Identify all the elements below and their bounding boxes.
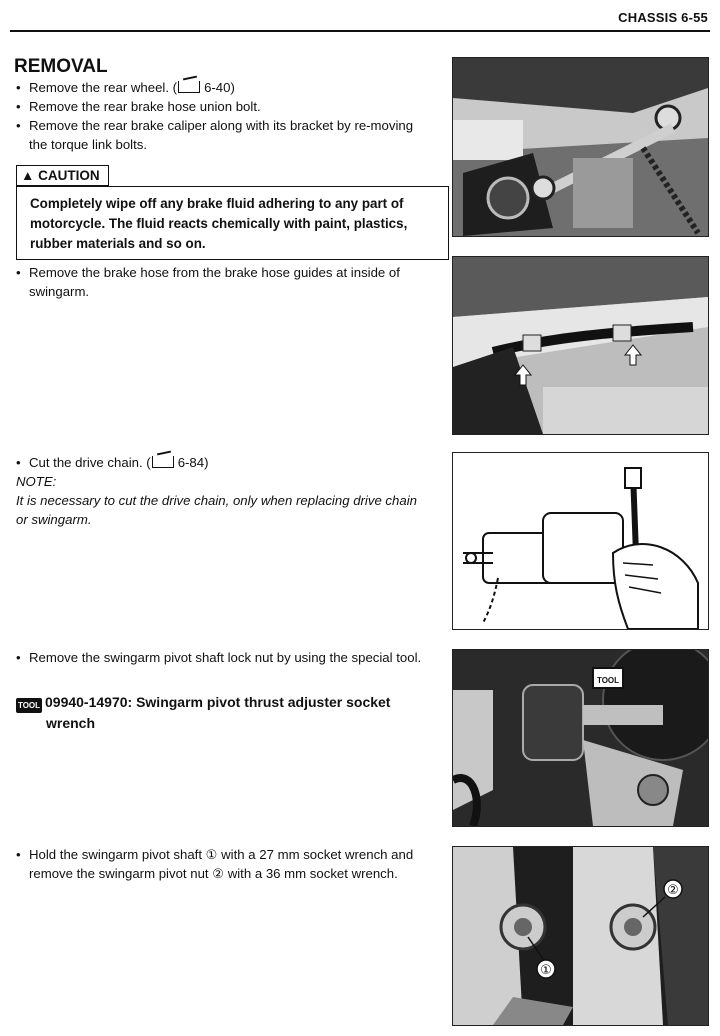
hose-photo-illustration xyxy=(453,257,708,434)
removal-steps-c xyxy=(16,453,428,529)
caution-text: Completely wipe off any brake fluid adhering to any part of motorcycle. The fluid reacts chemically with paint, plastics, rubber materials and so on. xyxy=(30,196,408,251)
figure-chain-tool-drawing xyxy=(452,452,709,630)
tool-icon: TOOL xyxy=(16,698,42,713)
list-item: • Cut the drive chain. ( 6-84) xyxy=(16,453,428,472)
list-item: • Remove the brake hose from the brake hose guides at inside of swingarm. xyxy=(16,263,428,301)
lock-nut-photo-illustration xyxy=(453,650,708,826)
reference-book-icon xyxy=(152,456,174,468)
caliper-photo-illustration xyxy=(453,58,708,236)
note-text: It is necessary to cut the drive chain, only when replacing drive chain or swingarm. xyxy=(16,493,417,527)
list-item: • Remove the rear brake caliper along with its bracket by re-moving the torque link bolts. xyxy=(16,116,428,154)
note-title: NOTE: xyxy=(16,474,57,489)
removal-steps-e xyxy=(16,845,428,883)
fig4-tool-badge: TOOL xyxy=(596,676,620,685)
list-item: • Remove the rear wheel. ( 6-40) xyxy=(16,78,428,97)
warning-triangle-icon: ▲ xyxy=(21,168,35,183)
reference-book-icon xyxy=(178,81,200,93)
removal-steps-b xyxy=(16,263,428,301)
figure-brake-caliper-photo xyxy=(452,57,709,237)
special-tool-line: TOOL 09940-14970: Swingarm pivot thrust adjuster socket wrench xyxy=(17,694,391,731)
figure-lock-nut-tool-photo xyxy=(452,649,709,827)
page-header xyxy=(10,8,710,32)
chain-tool-illustration xyxy=(453,453,708,629)
callout-2: ② xyxy=(667,883,679,898)
figure-pivot-nut-photo xyxy=(452,846,709,1026)
list-item: • Hold the swingarm pivot shaft ① with a 27 mm socket wrench and remove the swingarm pivot nut ② with a 36 mm socket wrench. xyxy=(16,845,428,883)
figure-brake-hose-photo xyxy=(452,256,709,435)
caution-box xyxy=(16,186,449,260)
list-item: • Remove the rear brake hose union bolt. xyxy=(16,97,428,116)
section-title: REMOVAL xyxy=(14,56,108,77)
removal-steps-d xyxy=(16,648,428,667)
removal-steps-a xyxy=(16,78,428,154)
list-item: • Remove the swingarm pivot shaft lock nut by using the special tool. xyxy=(16,648,428,667)
pivot-photo-illustration xyxy=(453,847,708,1025)
callout-1: ① xyxy=(540,963,552,978)
header-text: CHASSIS 6-55 xyxy=(618,10,708,25)
caution-label: ▲ CAUTION xyxy=(16,165,109,186)
